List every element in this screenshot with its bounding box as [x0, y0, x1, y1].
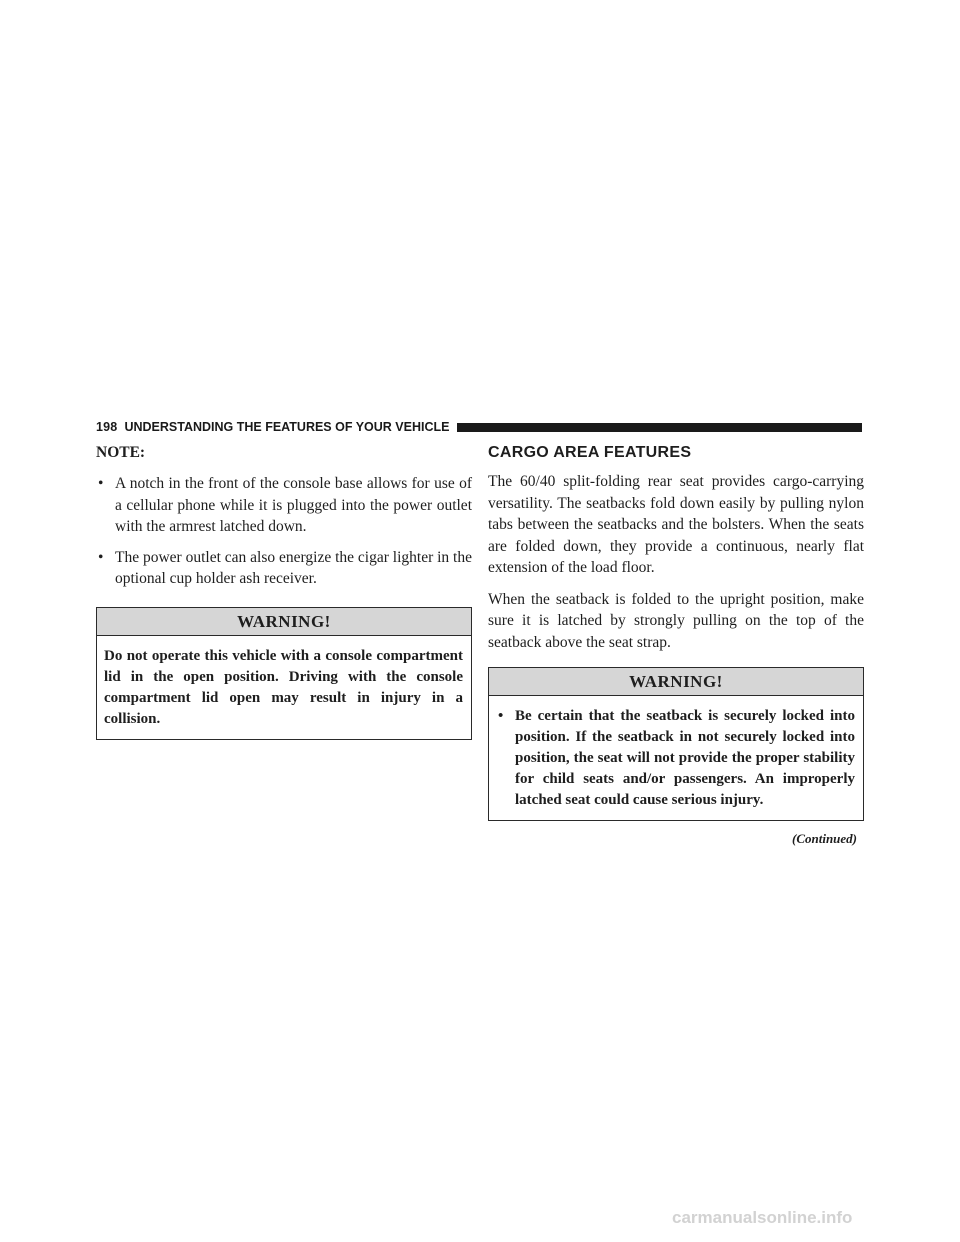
bullet-icon: • [98, 475, 104, 492]
warning-body [489, 696, 863, 820]
note-bullet-item [96, 473, 472, 538]
page-header [96, 420, 862, 434]
paragraph: The 60/40 split-folding rear seat provides cargo-carrying versatility. The seatbacks fold down easily by pulling nylon tabs between the seatbacks and the bolsters. When the seats are folded down, they provide a continuous, nearly flat extension of the load floor. [488, 473, 864, 576]
note-bullet-text: A notch in the front of the console base allows for use of a cellular phone while it is plugged into the power outlet with the armrest latched down. [115, 475, 472, 535]
continued-label: (Continued) [791, 831, 857, 846]
note-bullet-text: The power outlet can also energize the cigar lighter in the optional cup holder ash receiver. [115, 548, 472, 587]
header-rule [457, 423, 863, 432]
warning-text: Do not operate this vehicle with a console compartment lid in the open position. Driving with the console compartment lid open may result in injury in a collision. [104, 647, 463, 727]
bullet-icon: • [98, 548, 104, 566]
warning-bullet-text: Be certain that the seatback is securely locked into position. If the seatback in not securely locked into position, the seat will not provide the proper stability for child seats and/or passengers. An improperly latched seat could cause serious injury. [515, 708, 855, 808]
warning-title: WARNING! [97, 608, 471, 636]
bullet-icon: • [498, 708, 504, 724]
warning-bullet-list [496, 706, 855, 811]
warning-bullet-item [496, 706, 855, 811]
section-title: UNDERSTANDING THE FEATURES OF YOUR VEHICLE [124, 420, 450, 434]
warning-title: WARNING! [489, 668, 863, 696]
cargo-area-heading: CARGO AREA FEATURES [488, 444, 692, 461]
paragraph: When the seatback is folded to the upright position, make sure it is latched by strongly pulling on the top of the seatback above the seat strap. [488, 590, 864, 651]
right-column [488, 443, 864, 847]
note-bullet-list [96, 473, 472, 590]
page-number: 198 [96, 420, 118, 434]
note-bullet-item [96, 547, 472, 590]
seatback-warning-box [488, 667, 864, 821]
console-warning-box [96, 607, 472, 740]
left-column [96, 443, 472, 740]
note-title: NOTE: [96, 444, 146, 461]
watermark[interactable]: carmanualsonline.info [672, 1208, 853, 1227]
